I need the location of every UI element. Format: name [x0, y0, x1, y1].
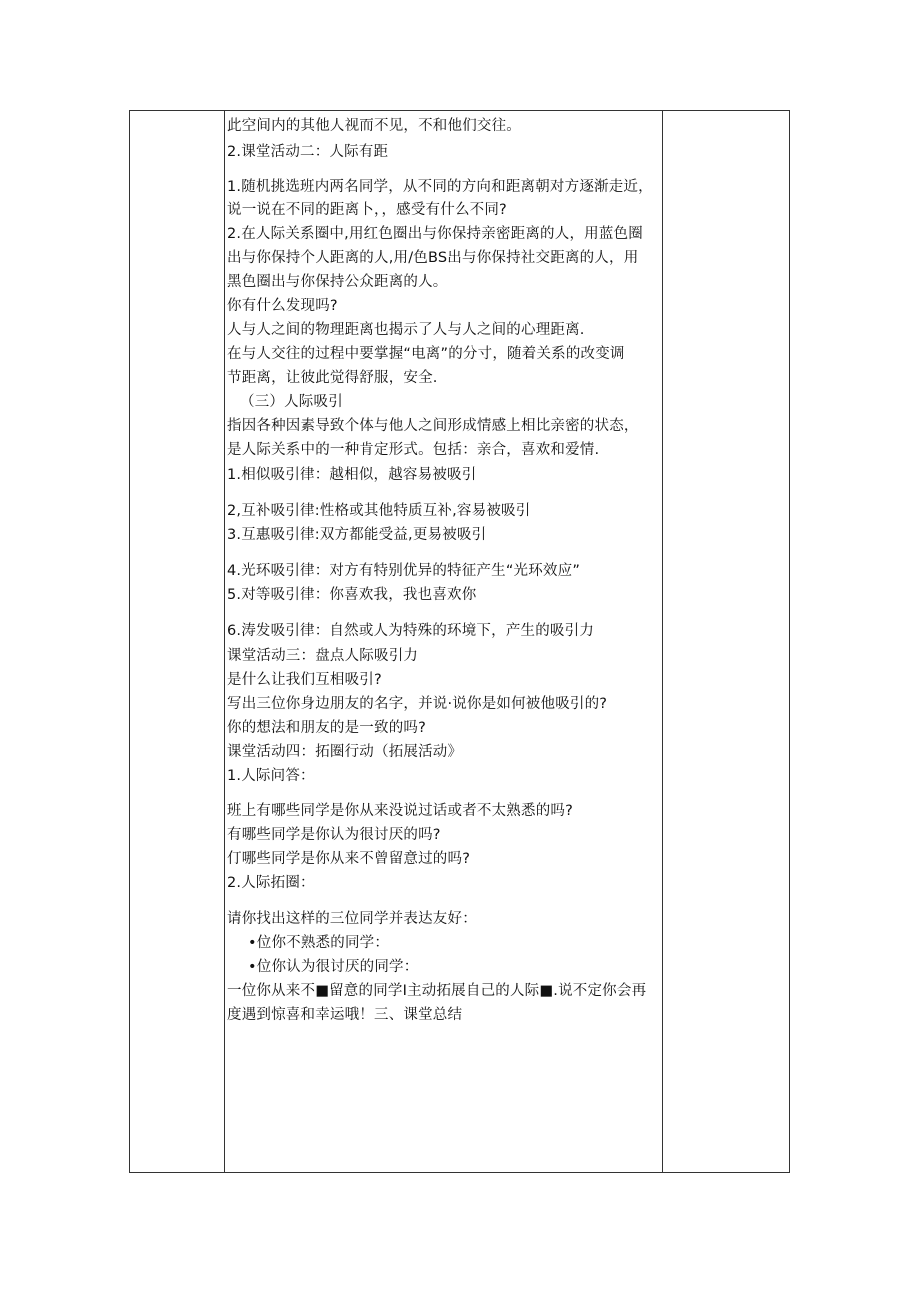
text-line: 1.人际问答： [227, 768, 315, 784]
text-line: 是人际关系中的一种肯定形式。包括：亲合，喜欢和爱情. [227, 442, 600, 458]
text-line: 人与人之间的物理距离也揭示了人与人之间的心理距离. [227, 322, 585, 338]
text-line: 你有什么发现吗? [227, 298, 338, 314]
text-line: 说一说在不同的距离卜，，感受有什么不同? [227, 202, 507, 218]
text-line: 度遇到惊喜和幸运哦！三、课堂总结 [227, 1007, 463, 1023]
bullet-item: •位你不熟悉的同学： [248, 935, 390, 951]
text-line: 班上有哪些同学是你从来没说过话或者不太熟悉的吗? [227, 803, 573, 819]
list-item: 6.涛发吸引律：自然或人为特殊的环境下，产生的吸引力 [227, 623, 595, 639]
text-line: 此空间内的其他人视而不见，不和他们交往。 [227, 118, 521, 134]
bullet-item: •位你认为很讨厌的同学： [248, 959, 419, 975]
table-column-divider-right [662, 111, 663, 1172]
text-line: 你的想法和朋友的是一致的吗? [227, 720, 426, 736]
text-line: 一位你从来不■留意的同学I主动拓展自己的人际■.说不定你会再 [227, 983, 647, 999]
text-line: 2.在人际关系圈中,用红色圈出与你保持亲密距离的人，用蓝色圈 [227, 226, 643, 242]
table-column-divider-left [224, 111, 225, 1172]
text-line: 仃哪些同学是你从来不曾留意过的吗? [227, 851, 471, 867]
section-heading: （三）人际吸引 [240, 394, 343, 410]
text-line: 黑色圈出与你保持公众距离的人。 [227, 274, 448, 290]
list-item: 2,互补吸引律:性格或其他特质互补,容易被吸引 [227, 503, 531, 519]
text-line: 是什么让我们互相吸引? [227, 672, 382, 688]
list-item: 4.光环吸引律：对方有特别优异的特征产生“光环效应” [227, 563, 581, 579]
text-line: 在与人交往的过程中要掌握“电离”的分寸，随着关系的改变调 [227, 346, 625, 362]
text-line: 指因各种因素导致个体与他人之间形成情感上相比亲密的状态， [227, 418, 639, 434]
activity-heading: 课堂活动三：盘点人际吸引力 [227, 648, 419, 664]
list-item: 5.对等吸引律：你喜欢我，我也喜欢你 [227, 587, 477, 603]
activity-heading: 课堂活动四：拓圈行动（拓展活动》 [227, 744, 463, 760]
text-line: 写出三位你身边朋友的名字，并说·说你是如何被他吸引的? [227, 696, 608, 712]
text-line: 节距离，让彼此觉得舒服，安全. [227, 370, 438, 386]
text-line: 1.随机挑选班内两名同学，从不同的方向和距离朝对方逐渐走近， [227, 179, 653, 195]
list-item: 3.互惠吸引律:双方都能受益,更易被吸引 [227, 527, 487, 543]
text-line: 2.人际拓圈： [227, 875, 315, 891]
activity-heading: 2.课堂活动二：人际有距 [227, 144, 389, 160]
list-item: 1.相似吸引律：越相似，越容易被吸引 [227, 467, 477, 483]
text-line: 出与你保持个人距离的人,用/色BS出与你保持社交距离的人，用 [227, 250, 639, 266]
text-line: 请你找出这样的三位同学并表达友好： [227, 911, 477, 927]
text-line: 有哪些同学是你认为很讨厌的吗? [227, 827, 441, 843]
